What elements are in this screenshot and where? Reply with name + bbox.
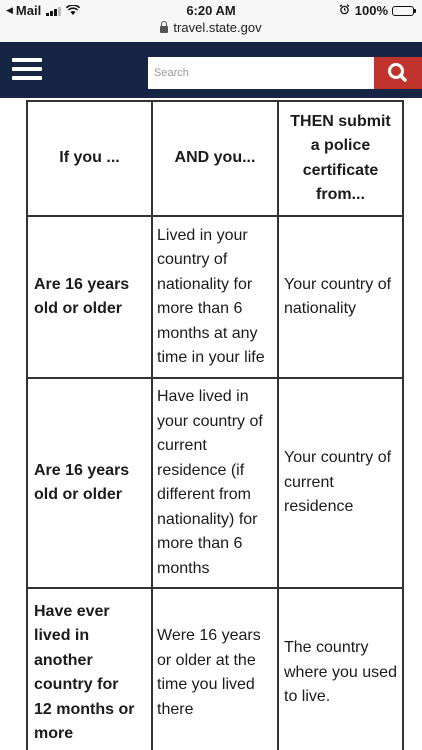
back-app-label[interactable]: Mail	[15, 3, 42, 18]
table-cell: Are 16 years old or older	[27, 216, 152, 378]
search-button[interactable]	[374, 57, 422, 89]
column-header: If you ...	[27, 101, 152, 216]
battery-percent: 100%	[354, 3, 388, 18]
back-to-app-icon[interactable]: ◀	[6, 5, 13, 15]
address-bar[interactable]	[0, 20, 422, 42]
search-icon	[374, 57, 422, 89]
table-cell: Have ever lived in another country for 12 months or more	[27, 588, 152, 750]
table-cell: The country where you used to live.	[278, 588, 403, 750]
table-cell: Your country of current residence	[278, 378, 403, 588]
column-header: THEN submit a police certificate from...	[278, 101, 403, 216]
table-cell: Have lived in your country of current residence (if different from nationality) for more than 6 months	[152, 378, 278, 588]
site-header	[0, 42, 422, 98]
table-cell: Your country of nationality	[278, 216, 403, 378]
table-header-row	[27, 101, 403, 216]
table-cell: Are 16 years old or older	[27, 378, 152, 588]
table-row	[27, 378, 403, 588]
alarm-icon	[339, 3, 350, 18]
clock: 6:20 AM	[186, 3, 236, 18]
search-input[interactable]	[148, 57, 374, 89]
table-row	[27, 588, 403, 750]
police-certificate-table	[26, 100, 404, 750]
table-row	[27, 216, 403, 378]
status-right	[339, 3, 414, 18]
main-content	[0, 98, 422, 750]
table-cell: Were 16 years or older at the time you lived there	[152, 588, 278, 750]
hamburger-icon	[12, 58, 42, 62]
menu-button[interactable]	[12, 58, 42, 82]
table-cell: Lived in your country of nationality for more than 6 months at any time in your life	[152, 216, 278, 378]
battery-icon	[392, 6, 414, 16]
status-bar	[0, 0, 422, 20]
url-text[interactable]: travel.state.gov	[173, 20, 262, 35]
column-header: AND you...	[152, 101, 278, 216]
lock-icon	[160, 26, 168, 33]
